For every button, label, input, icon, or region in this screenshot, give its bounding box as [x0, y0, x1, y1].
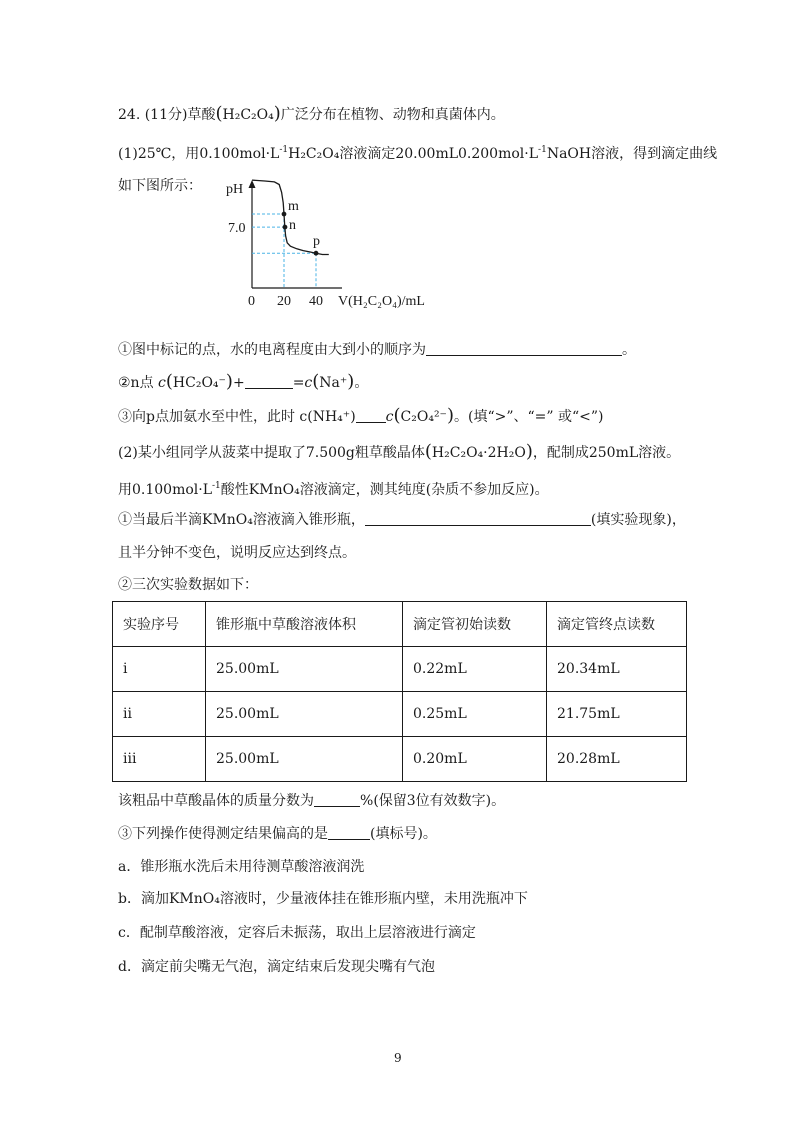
- table-header-row: [113, 602, 687, 647]
- text: c: [385, 409, 394, 425]
- table-header-cell: 滴定管初始读数: [403, 602, 547, 647]
- part1-q1: [118, 340, 636, 360]
- table-header-cell: 实验序号: [113, 602, 206, 647]
- formula-na-plus: Na⁺: [319, 375, 348, 391]
- formula-h2c2o4: H₂C₂O₄: [288, 146, 340, 162]
- text: =: [292, 375, 305, 391]
- text: 。(填“>”、“=” 或“<”): [453, 409, 604, 425]
- part2-q1: [118, 510, 686, 530]
- table-cell: 0.25mL: [403, 692, 547, 737]
- table-cell: 20.28mL: [547, 737, 687, 782]
- answer-blank[interactable]: [245, 374, 293, 389]
- text: 0.100mol·L: [132, 482, 213, 498]
- question-points: (11分): [144, 107, 188, 123]
- question-number: 24.: [118, 107, 141, 123]
- table-cell: iii: [113, 737, 206, 782]
- part2-q1-line2: 且半分钟不变色，说明反应达到终点。: [118, 545, 356, 561]
- text: 溶液滴定，测其纯度(杂质不参加反应)。: [299, 482, 549, 498]
- page-number: 9: [394, 1051, 402, 1065]
- text: 溶液滴入锥形瓶，: [252, 512, 365, 528]
- text: c: [299, 409, 308, 425]
- intro-text: 草酸: [187, 107, 216, 123]
- text: NaOH溶液，得到滴定曲线: [546, 146, 718, 162]
- table-cell: 21.75mL: [547, 692, 687, 737]
- text: c: [158, 375, 166, 391]
- part2-line1: (2)某小组同学从菠菜中提取了7.500g粗草酸晶体(H₂C₂O₄·2H₂O)，配制成250mL溶液。: [118, 441, 681, 462]
- formula-kmno4: KMnO₄: [202, 512, 253, 528]
- option-d: d．滴定前尖嘴无气泡，滴定结束后发现尖嘴有气泡: [118, 959, 435, 975]
- superscript: -1: [212, 481, 221, 491]
- text: 20.00mL0.200mol·L: [395, 146, 539, 162]
- text: 250mL: [588, 445, 639, 461]
- text: (保留3位有效数字)。: [373, 793, 506, 809]
- table-cell: i: [113, 647, 206, 692]
- text: 0.100mol·L: [199, 146, 280, 162]
- table-cell: 25.00mL: [206, 737, 403, 782]
- superscript: -1: [279, 145, 289, 155]
- option-b: [118, 889, 528, 909]
- text: +: [232, 375, 245, 391]
- text: (填实验现象)，: [590, 512, 686, 528]
- point-p: [314, 251, 319, 256]
- text: 。: [354, 375, 369, 391]
- x-tick-label: 0: [248, 294, 255, 309]
- formula-kmno4: KMnO₄: [248, 482, 300, 498]
- formula-crystal: H₂C₂O₄·2H₂O: [431, 445, 526, 461]
- x-axis-label: V(H₂C₂O₄)/mL: [338, 294, 425, 309]
- text: 。: [622, 342, 636, 358]
- mass-fraction-question: [118, 791, 505, 811]
- table-row: [113, 647, 687, 692]
- formula-hc2o4: HC₂O₄⁻: [172, 375, 226, 391]
- table-cell: ii: [113, 692, 206, 737]
- option-a: a．锥形瓶水洗后未用待测草酸溶液润洗: [118, 859, 365, 875]
- answer-blank[interactable]: [314, 792, 360, 807]
- table-cell: 25.00mL: [206, 692, 403, 737]
- text: 用: [118, 482, 132, 498]
- text: ，配制成: [532, 445, 589, 461]
- chart-marks: [282, 199, 320, 256]
- answer-blank[interactable]: [426, 341, 622, 356]
- part1-q2: ②n点 c(HC₂O₄⁻)+ =c(Na⁺)。: [118, 371, 369, 392]
- question-text: ①图中标记的点，水的电离程度由大到小的顺序为: [118, 342, 426, 358]
- answer-blank[interactable]: [328, 825, 370, 840]
- text: (1)25℃，用: [118, 146, 200, 162]
- table-cell: 20.34mL: [547, 647, 687, 692]
- text: %: [360, 793, 374, 809]
- point-label-p: p: [313, 234, 320, 250]
- point-label-m: m: [288, 199, 299, 215]
- chart-axes: [249, 180, 343, 288]
- part1-q3: ③向p点加氨水至中性，此时 c(NH₄⁺) c(C₂O₄²⁻)。(填“>”、“=” 或“<”): [118, 405, 604, 426]
- part2-q2-intro: ②三次实验数据如下：: [118, 577, 258, 593]
- point-label-n: n: [288, 218, 296, 234]
- table-row: [113, 692, 687, 737]
- point-m: [282, 212, 287, 217]
- table-cell: 0.20mL: [403, 737, 547, 782]
- text: 溶液时，少量液体挂在锥形瓶内壁，未用洗瓶冲下: [219, 891, 528, 907]
- intro-text-2: 广泛分布在植物、动物和真菌体内。: [280, 107, 505, 123]
- part1-line1: [118, 140, 717, 164]
- text: 7.500g: [305, 445, 355, 461]
- table-cell: 0.22mL: [403, 647, 547, 692]
- part2-line2: [118, 476, 549, 500]
- text: b．滴加: [118, 891, 169, 907]
- part1-line2: 如下图所示：: [118, 178, 202, 194]
- question-text: ②n点: [118, 375, 154, 391]
- text: 酸性: [220, 482, 249, 498]
- answer-blank[interactable]: [356, 408, 386, 423]
- text: 该粗品中草酸晶体的质量分数为: [118, 793, 314, 809]
- x-tick-label: 20: [277, 294, 291, 309]
- text: (填标号)。: [370, 826, 437, 842]
- question-header: 24. (11分)草酸(H₂C₂O₄)广泛分布在植物、动物和真菌体内。: [118, 103, 505, 124]
- text: c: [304, 375, 313, 391]
- y-axis-label: pH: [226, 182, 244, 197]
- text: 溶液滴定: [339, 146, 396, 162]
- text: ①当最后半滴: [118, 512, 202, 528]
- text: (2)某小组同学从菠菜中提取了: [118, 445, 306, 461]
- option-c: c．配制草酸溶液，定容后未振荡，取出上层溶液进行滴定: [118, 925, 476, 941]
- text: 溶液。: [638, 445, 681, 461]
- table-cell: 25.00mL: [206, 647, 403, 692]
- x-tick-label: 40: [309, 294, 323, 309]
- formula-kmno4: KMnO₄: [168, 891, 220, 907]
- table-row: [113, 737, 687, 782]
- table-header-cell: 滴定管终点读数: [547, 602, 687, 647]
- table-header-cell: 锥形瓶中草酸溶液体积: [206, 602, 403, 647]
- formula-c2o4: C₂O₄²⁻: [400, 409, 447, 425]
- y-axis-arrow: [249, 180, 256, 188]
- formula-h2c2o4: H₂C₂O₄: [222, 107, 274, 123]
- superscript: -1: [538, 145, 547, 155]
- answer-blank[interactable]: [365, 511, 591, 526]
- y-tick-label: 7.0: [228, 221, 246, 237]
- text: ③下列操作使得测定结果偏高的是: [118, 826, 328, 842]
- experiment-data-table: [112, 601, 687, 782]
- text: 粗草酸晶体: [354, 445, 425, 461]
- titration-curve-chart: [222, 176, 462, 312]
- part2-q3: [118, 824, 437, 844]
- tick-labels: [228, 221, 323, 309]
- point-n: [283, 225, 288, 230]
- question-text: ③向p点加氨水至中性，此时: [118, 409, 295, 425]
- formula-nh4: (NH₄⁺): [307, 409, 356, 425]
